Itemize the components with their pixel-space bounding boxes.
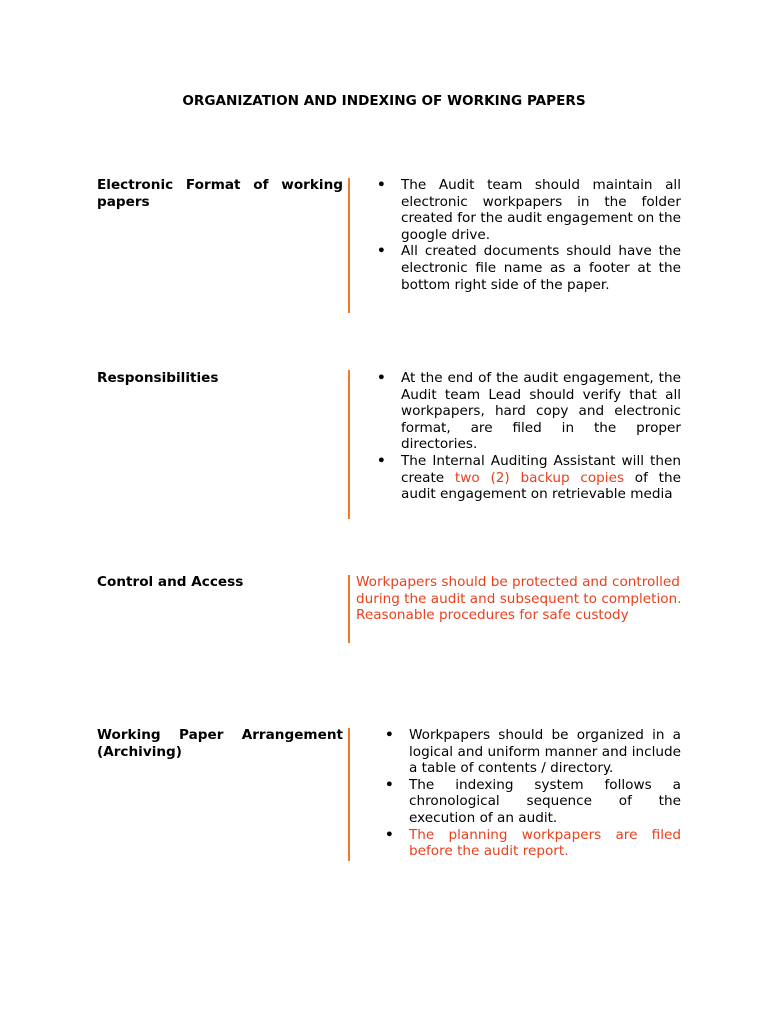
section-label-electronic-format: Electronic Format of working papers (97, 177, 343, 210)
list-item (385, 826, 681, 860)
control-access-paragraph: Workpapers should be protected and controlled during the audit and subsequent to completion. Reasonable procedures for safe custody (356, 574, 682, 624)
bullet-text: of the audit engagement on retrievable media (401, 469, 681, 503)
bullet-icon: • (377, 243, 386, 260)
bullet-icon: • (377, 452, 386, 469)
list-item (377, 452, 681, 503)
bullet-list (377, 177, 681, 293)
list-item (377, 177, 681, 243)
list-item (377, 243, 681, 293)
page-title: ORGANIZATION AND INDEXING OF WORKING PAPERS (182, 93, 586, 109)
list-item (377, 370, 681, 453)
bullet-list (377, 370, 681, 503)
bullet-text: The Internal Auditing Assistant will then create (401, 452, 681, 486)
section-label-working-paper-arrangement: Working Paper Arrangement (Archiving) (97, 727, 343, 760)
section-label-responsibilities: Responsibilities (97, 370, 219, 386)
bullet-icon: • (377, 370, 386, 386)
bullet-icon: • (377, 177, 386, 193)
section-divider (348, 370, 350, 519)
section-divider (348, 728, 350, 861)
bullet-text: The Audit team should maintain all electronic workpapers in the folder created for the audit engagement on the google drive. (401, 177, 681, 243)
list-item (385, 727, 681, 777)
section-divider (348, 178, 350, 313)
bullet-icon: • (385, 776, 394, 793)
bullet-text: All created documents should have the electronic file name as a footer at the bottom right side of the paper. (401, 243, 681, 293)
section-label-control-access: Control and Access (97, 574, 244, 590)
bullet-icon: • (385, 727, 394, 743)
bullet-text: At the end of the audit engagement, the Audit team Lead should verify that all workpapers, hard copy and electronic format, are filed in the proper directories. (401, 370, 681, 453)
section-divider (348, 575, 350, 643)
highlighted-text: The planning workpapers are filed before the audit report. (409, 826, 681, 860)
bullet-icon: • (385, 826, 394, 843)
bullet-list (385, 727, 681, 860)
bullet-text: The indexing system follows a chronological sequence of the execution of an audit. (409, 776, 681, 826)
list-item (385, 776, 681, 827)
bullet-text: Workpapers should be organized in a logical and uniform manner and include a table of contents / directory. (409, 727, 681, 777)
highlighted-text: two (2) backup copies (454, 469, 625, 486)
